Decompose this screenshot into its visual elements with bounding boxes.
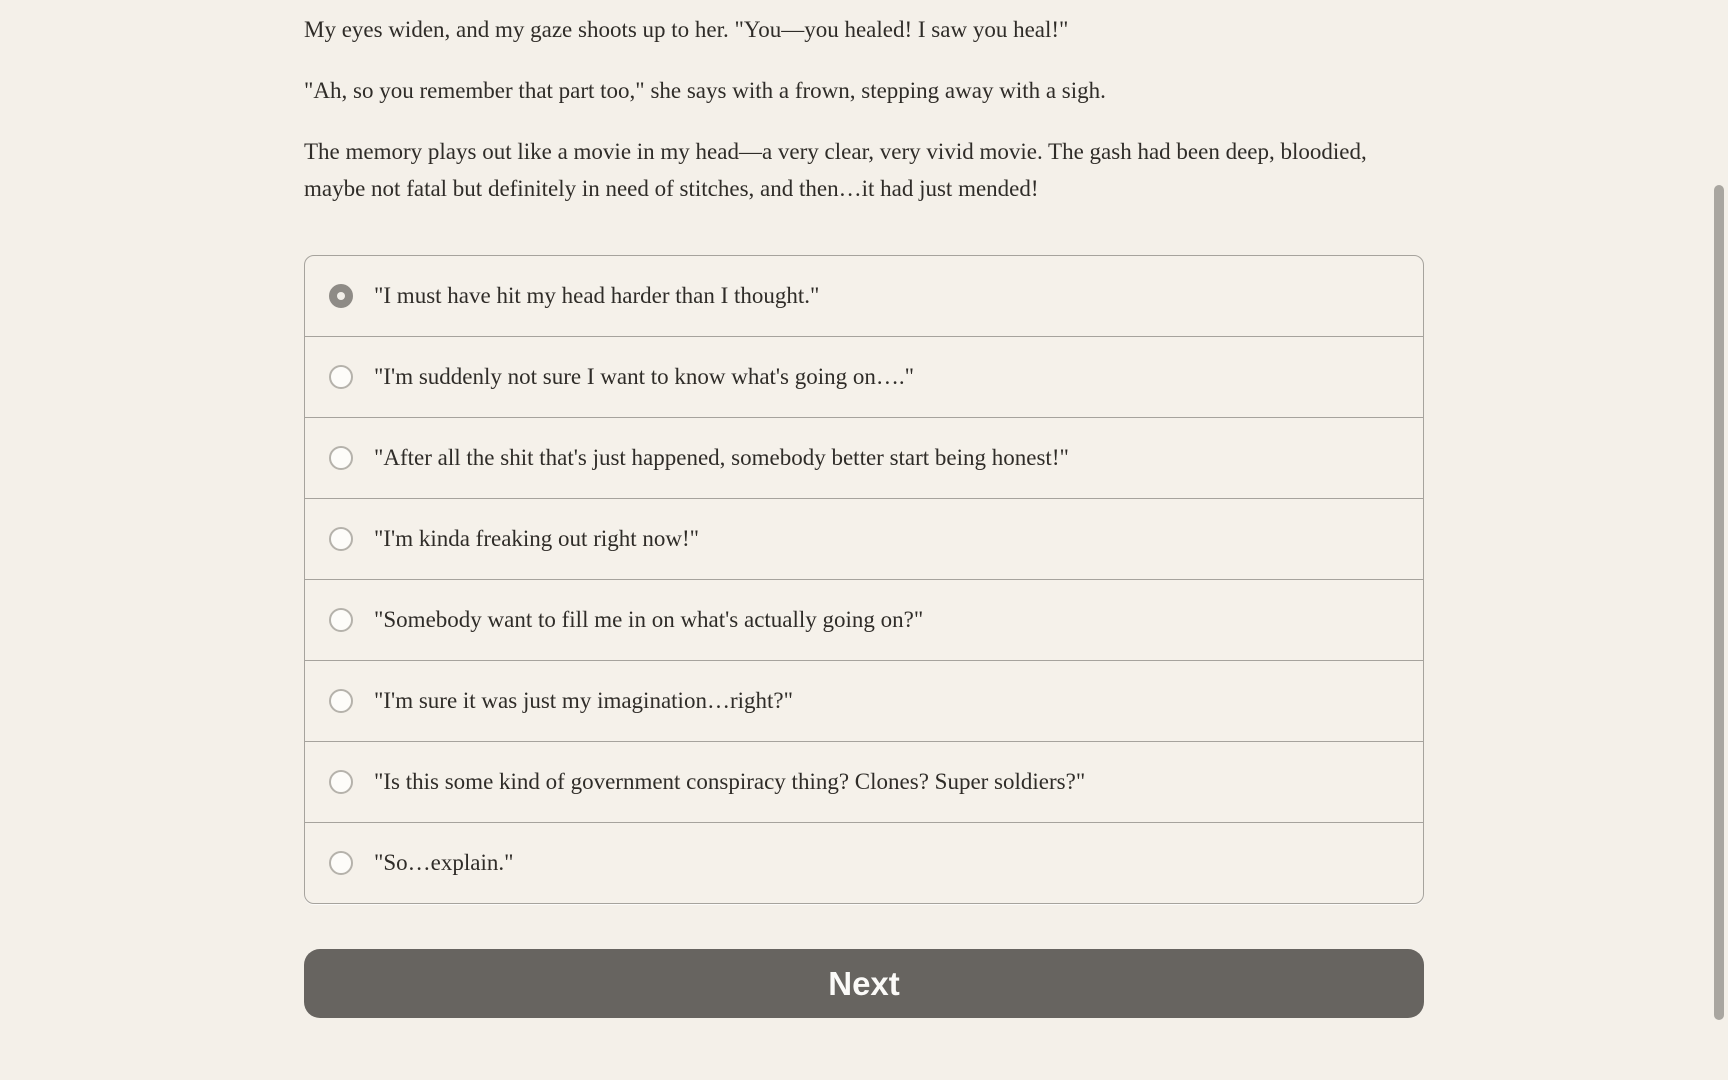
choice-option-3[interactable] <box>305 417 1423 498</box>
choice-label: "I'm sure it was just my imagination…right?" <box>374 688 793 713</box>
choice-label: "I must have hit my head harder than I thought." <box>374 283 820 308</box>
choice-label: "I'm kinda freaking out right now!" <box>374 526 700 551</box>
story-paragraph-2: "Ah, so you remember that part too," she says with a frown, stepping away with a sigh. <box>304 78 1106 103</box>
radio-unselected-icon[interactable] <box>329 446 353 470</box>
choice-option-8[interactable] <box>305 822 1423 903</box>
choice-option-1[interactable] <box>305 256 1423 336</box>
story-paragraph-1: My eyes widen, and my gaze shoots up to her. "You—you healed! I saw you heal!" <box>304 17 1069 42</box>
choice-list <box>304 255 1424 904</box>
choice-label: "Is this some kind of government conspiracy thing? Clones? Super soldiers?" <box>374 769 1086 794</box>
radio-unselected-icon[interactable] <box>329 689 353 713</box>
radio-unselected-icon[interactable] <box>329 365 353 389</box>
choice-option-7[interactable] <box>305 741 1423 822</box>
next-button[interactable]: Next <box>304 949 1424 1018</box>
choice-option-6[interactable] <box>305 660 1423 741</box>
radio-selected-icon[interactable] <box>329 284 353 308</box>
radio-unselected-icon[interactable] <box>329 608 353 632</box>
choice-label: "I'm suddenly not sure I want to know what's going on…." <box>374 364 915 389</box>
choice-option-5[interactable] <box>305 579 1423 660</box>
choice-label: "Somebody want to fill me in on what's actually going on?" <box>374 607 924 632</box>
radio-unselected-icon[interactable] <box>329 527 353 551</box>
radio-unselected-icon[interactable] <box>329 851 353 875</box>
story-text <box>304 11 1424 207</box>
story-paragraph-3: The memory plays out like a movie in my head—a very clear, very vivid movie. The gash had been deep, bloodied, maybe not fatal but definitely in need of stitches, and then…it had just mended! <box>304 139 1367 201</box>
choice-label: "So…explain." <box>374 850 514 875</box>
choice-option-4[interactable] <box>305 498 1423 579</box>
radio-unselected-icon[interactable] <box>329 770 353 794</box>
scrollbar-thumb[interactable] <box>1714 185 1724 1020</box>
content-column <box>304 0 1424 1018</box>
choice-option-2[interactable] <box>305 336 1423 417</box>
choice-label: "After all the shit that's just happened, somebody better start being honest!" <box>374 445 1069 470</box>
